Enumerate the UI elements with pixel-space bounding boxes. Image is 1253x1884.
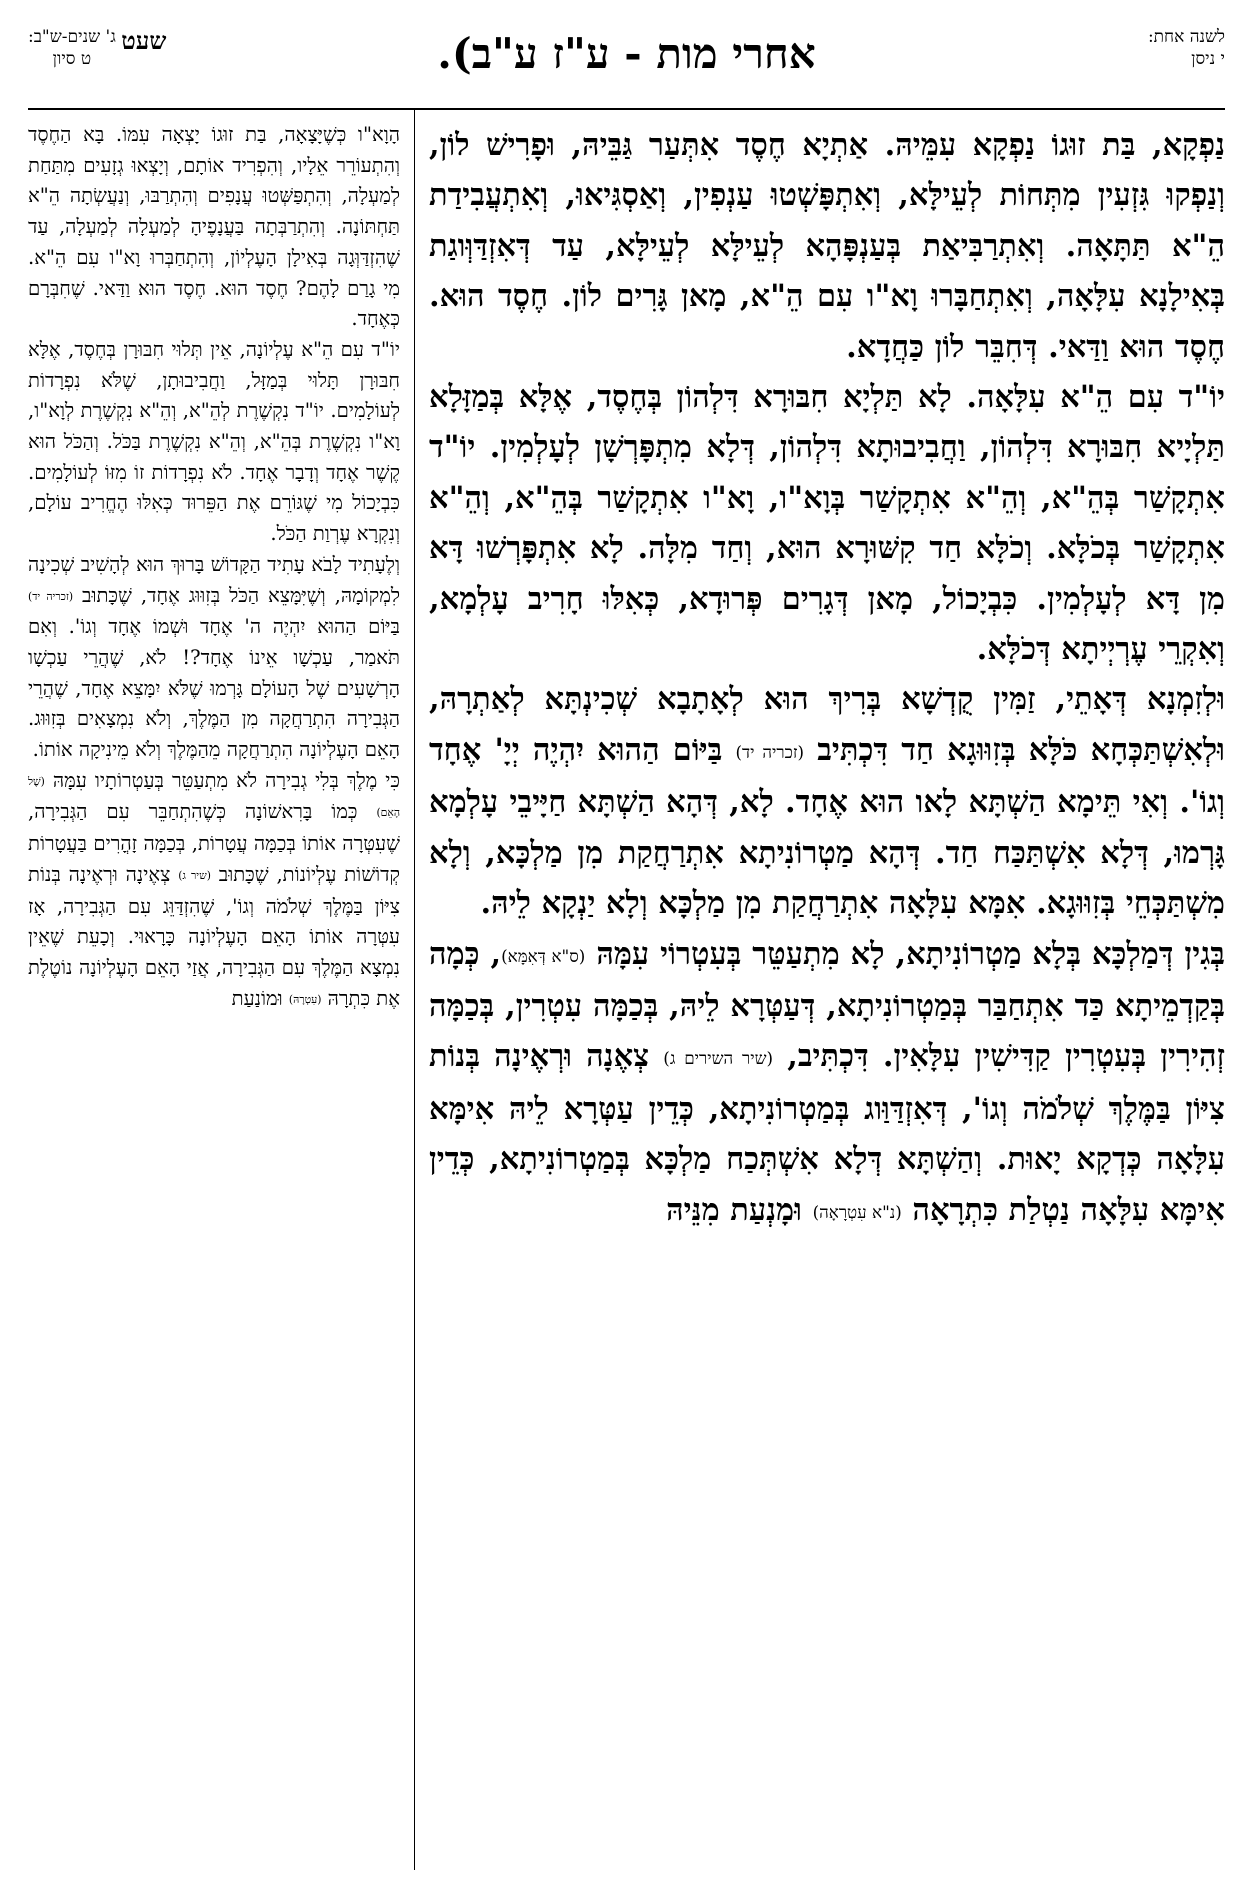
translation-text-span: וּמוֹנַעַת xyxy=(231,986,283,1010)
main-text-span: צְאֶנָה וּרְאֶינָה בְּנוֹת צִיּוֹן בַּמֶּלֶךְ שְׁלֹמֹה וְגוֹ', דְּאִזְדַּוַּוג בְּמַטְרוֹנִיתָא, כְּדֵין עַטְּרָא לֵיהּ אִימָּא עִלָּאָה כְּדְקָא יָאוּת. וְהַשְׁתָּא דְּלָא אִשְׁתְּכַח מַלְכָּא בְּמַטְרוֹנִיתָא, כְּדֵין אִימָּא עִלָּאָה נַטְלַת כִּתְרָאָה xyxy=(429,1038,1225,1228)
verse-reference: (שיר השירים ג) xyxy=(663,1048,774,1069)
variant-reading-note: (שֶׁל הָאֵם) xyxy=(28,774,401,820)
translation-paragraph-3 xyxy=(28,550,400,766)
daily-study-schedule-three-years xyxy=(28,26,188,70)
one-year-label: לשנה אחת: xyxy=(1147,27,1225,47)
main-text-span: , כְּמָה בְּקַדְמֵיתָא כַּד אִתְחַבַּר בְּמַטְרוֹנִיתָא, דְּעַטְּרָא לֵיהּ, בְּכַמָּה עִטְרִין, בְּכַמָּה זְהִירִין בְּעִטְרִין קַדִּישִׁין עִלָּאִין. דִּכְתִּיב, xyxy=(429,935,1226,1075)
main-text-span: בַּיּוֹם הַהוּא יִהְיֶה יְיָ' אֶחָד וְגוֹ'. וְאִי תֵּימָא הַשְׁתָּא לָאו הוּא אֶחָד. לָא, דְּהָא הַשְׁתָּא חַיָּיבֵי עָלְמָא גָּרְמוּ, דְּלָא אִשְׁתַּכַּח חַד. דְּהָא מַטְרוֹנִיתָא אִתְרַחֲקַת מִן מַלְכָּא, וְלָא מִשְׁתַּכְּחֵי בְּזִוּוּגָא. אִמָּא עִלָּאָה אִתְרַחֲקַת מִן מַלְכָּא וְלָא יַנְקָא לֵיהּ. xyxy=(429,731,1225,922)
main-paragraph-3 xyxy=(429,674,1225,928)
page-header xyxy=(28,20,1225,110)
translation-text-span: וְלֶעָתִיד לָבֹא עָתִיד הַקָּדוֹשׁ בָּרוּךְ הוּא לְהָשִׁיב שְׁכִינָה לִמְקוֹמָהּ, וְשֶׁיִּמָּצֵא הַכֹּל בְּזִוּוּג אֶחָד, שֶׁכָּתוּב xyxy=(28,552,401,607)
page-number: שעט xyxy=(121,26,167,55)
verse-reference: (זכריה יד) xyxy=(735,741,805,762)
variant-reading-note: (עִטְרָהּ) xyxy=(288,992,322,1006)
main-text-span: בְּגִין דְּמַלְכָּא בְּלָא מַטְרוֹנִיתָא, לָא מִתְעַטֵּר בְּעִטְרוֹי עִמָּהּ xyxy=(596,935,1225,972)
main-text-column xyxy=(429,120,1225,1237)
verse-reference: (שיר ג) xyxy=(178,868,211,882)
one-year-date: י ניסן xyxy=(1191,49,1225,69)
translation-text-span: בַּיּוֹם הַהוּא יִהְיֶה ה' אֶחָד וּשְׁמוֹ אֶחָד וְגוֹ'. וְאִם תֹּאמַר, עַכְשָׁו אֵינוֹ אֶחָד?! לֹא, שֶׁהֲרֵי עַכְשָׁו הָרְשָׁעִים שֶׁל הָעוֹלָם גָּרְמוּ שֶׁלֹּא יִמָּצֵא אֶחָד, שֶׁהֲרֵי הַגְּבִירָה הִתְרַחֲקָה מִן הַמֶּלֶךְ, וְלֹא נִמְצָאִים בְּזִוּוּג. הָאֵם הָעֶלְיוֹנָה הִתְרַחֲקָה מֵהַמֶּלֶךְ וְלֹא מֵינִיקָה אוֹתוֹ. xyxy=(28,615,400,762)
verse-reference: (זכריה יד) xyxy=(28,589,74,603)
variant-reading-note: (נ"א עִטְרָאָה) xyxy=(812,1201,902,1222)
variant-reading-note: (ס"א דְּאִמָּא) xyxy=(501,945,586,966)
translation-text-span: כִּי מֶלֶךְ בְּלִי גְבִירָה לֹא מִתְעַטֵּר בְּעַטְרוֹתָיו עִמָּהּ xyxy=(52,768,400,792)
main-text-span: וּמָנְעַת מִנֵּיהּ xyxy=(666,1191,802,1228)
main-text-span: וּלְזִמְנָא דְּאָתֵי, זַמִּין קֻדְשָׁא בְּרִיךְ הוּא לְאָתָבָא שְׁכִינְתָּא לְאַתְרָהּ, וּלְאִשְׁתַּכְּחָא כֹּלָּא בְּזִוּוּגָא חַד דִּכְתִּיב xyxy=(429,681,1225,768)
translation-column xyxy=(28,120,400,1015)
three-years-label: ג' שנים-ש"ב: xyxy=(28,27,116,47)
translation-paragraph-4 xyxy=(28,766,400,1016)
main-paragraph-2: יוֹ"ד עִם הֵ"א עִלָּאָה. לָא תַּלְיָא חִבּוּרָא דִּלְהוֹן בְּחֶסֶד, אֶלָּא בְּמַזָּלָא תַּלְיָיא חִבּוּרָא דִּלְהוֹן, וַחֲבִיבוּתָא דִּלְהוֹן, דְּלָא מִתְפָּרְשָׁן לְעָלְמִין. יוֹ"ד אִתְקָשַׁר בְּהֵ"א, וְהֵ"א אִתְקָשַׁר בְּוָא"ו, וָא"ו אִתְקָשַׁר בְּהֵ"א, וְהֵ"א אִתְקָשַׁר בְּכֹלָּא. וְכֹלָּא חַד קִשּׁוּרָא הוּא, וְחַד מִלָּה. לָא אִתְפָּרְשׁוּ דָּא מִן דָּא לְעָלְמִין. כִּבְיָכוֹל, מָאן דְּגָרִים פְּרוּדָא, כְּאִלּוּ חָרִיב עָלְמָא, וְאִקְרֵי עֶרְיְיתָא דְּכֹלָּא. xyxy=(429,379,1225,668)
main-paragraph-1: נַפְקָא, בַּת זוּגוֹ נַפְקָא עִמֵּיהּ. אַתְיָא חֶסֶד אִתְּעַר גַּבֵּיהּ, וּפָרִישׁ לוֹן, וְנַפְקוּ גִּזְעִין מִתְּחוֹת לְעֵילָּא, וְאִתְפָּשְׁטוּ עַנְפִין, וְאַסְגִּיאוּ, וְאִתְעֲבִידַת הֵ"א תַּתָּאָה. וְאִתְרַבִּיאַת בְּעַנְפָּהָא לְעֵילָּא לְעֵילָּא, עַד דְּאִזְדַּוְּוגַת בְּאִילָנָא עִלָּאָה, וְאִתְחַבָּרוּ וָא"ו עִם הֵ"א, מָאן גָּרִים לוֹן. חֶסֶד הוּא. חֶסֶד הוּא וַדַּאי. דְּחִבֵּר לוֹן כַּחֲדָא. xyxy=(429,127,1225,365)
three-years-date: ט סיון xyxy=(52,49,92,69)
translation-text-span: כְּמוֹ בָּרִאשׁוֹנָה כְּשֶׁהִתְחַבֵּר עִם הַגְּבִירָה, שֶׁעִטְּרָה אוֹתוֹ בְּכַמָּה עֲטָרוֹת, בְּכַמָּה זָהֳרִים בַּעֲטָרוֹת קְדוֹשׁוֹת עֶלְיוֹנוֹת, שֶׁכָּתוּב xyxy=(28,800,400,886)
translation-paragraph-2: יוֹ"ד עִם הֵ"א עֶלְיוֹנָה, אֵין תְּלוּי חִבּוּרָן בְּחֶסֶד, אֶלָּא חִבּוּרָן תָּלוּי בְּמַזָּל, וַחֲבִיבוּתָן, שֶׁלֹּא נִפְרָדוֹת לְעוֹלָמִים. יוֹ"ד נִקְשֶׁרֶת לְהֵ"א, וְהֵ"א נִקְשֶׁרֶת לְוָא"ו, וָא"ו נִקְשֶׁרֶת בְּהֵ"א, וְהֵ"א נִקְשֶׁרֶת בַּכֹּל. וְהַכֹּל הוּא קֶשֶׁר אֶחָד וְדָבָר אֶחָד. לֹא נִפְרָדוֹת זוֹ מִזּוֹ לְעוֹלָמִים. כִּבְיָכוֹל מִי שֶׁגּוֹרֵם אֶת הַפֵּרוּד כְּאִלּוּ הֶחֱרִיב עוֹלָם, וְנִקְרָא עֶרְוַת הַכֹּל. xyxy=(28,337,400,546)
page-title: אחרי מות - ע"ז ע"ב). xyxy=(437,29,816,78)
translation-paragraph-1: הָוָא"ו כְּשֶׁיָּצָאָה, בַּת זוּגוֹ יָצְאָה עִמּוֹ. בָּא הַחֶסֶד וְהִתְעוֹרֵר אֵלָיו, וְהִפְרִיד אוֹתָם, וְיָצְאוּ גְזָעִים מִתַּחַת לְמַעְלָה, וְהִתְפַּשְּׁטוּ עֲנָפִים וְהִתְרַבּוּ, וְנַעֲשְׂתָה הֵ"א תַּחְתּוֹנָה. וְהִתְרַבְּתָה בַּעֲנָפֶיהָ לְמַעְלָה לְמַעְלָה, עַד שֶׁהִזְדַּוְּגָה בְּאִילָן הָעֶלְיוֹן, וְהִתְחַבְּרוּ וָא"ו עִם הֵ"א. מִי גָרַם לָהֶם? חֶסֶד הוּא. חֶסֶד הוּא וַדַּאי. שֶׁחִבְּרָם כְּאֶחָד. xyxy=(28,123,400,331)
translation-text-span: צְאֶינָה וּרְאֶינָה בְּנוֹת צִיּוֹן בַּמֶּלֶךְ שְׁלֹמֹה וְגוֹ', שֶׁהִזְדַּוֵּג עִם הַגְּבִירָה, אָז עִטְּרָה אוֹתוֹ הָאֵם הָעֶלְיוֹנָה כָּרָאוּי. וְכָעֵת שֶׁאֵין נִמְצָא הַמֶּלֶךְ עִם הַגְּבִירָה, אֲזַי הָאֵם הָעֶלְיוֹנָה נוֹטֶלֶת אֶת כִּתְרָהּ xyxy=(28,862,400,1010)
main-paragraph-4 xyxy=(429,929,1225,1237)
column-divider xyxy=(414,110,415,1870)
page xyxy=(28,20,1225,1870)
